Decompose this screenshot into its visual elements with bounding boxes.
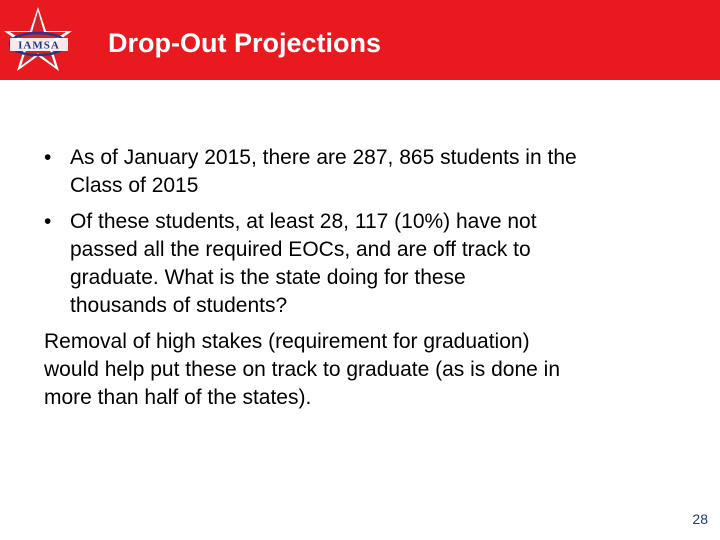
bullet-line: Of these students, at least 28, 117 (10%) have not — [70, 210, 537, 233]
bullet-item — [44, 144, 704, 200]
paragraph-line: Removal of high stakes (requirement for graduation) — [44, 330, 530, 353]
iamsa-star-logo — [2, 2, 94, 78]
bullet-line: Class of 2015 — [70, 174, 199, 197]
bullet-glyph: • — [44, 210, 52, 233]
bullet-line: passed all the required EOCs, and are off track to — [70, 238, 531, 261]
slide-content — [44, 144, 704, 412]
logo-text: IAMSA — [18, 39, 60, 52]
header-bar — [0, 0, 720, 80]
slide-number: 28 — [692, 511, 708, 527]
bullet-line: thousands of students? — [70, 294, 288, 317]
conclusion-paragraph — [44, 328, 704, 412]
bullet-line: As of January 2015, there are 287, 865 students in the — [70, 146, 577, 169]
bullet-item — [44, 208, 704, 320]
bullet-line: graduate. What is the state doing for these — [70, 266, 466, 289]
paragraph-line: more than half of the states). — [44, 386, 312, 409]
bullet-glyph: • — [44, 146, 52, 169]
slide-title: Drop-Out Projections — [108, 28, 382, 58]
paragraph-line: would help put these on track to graduate (as is done in — [44, 358, 560, 381]
